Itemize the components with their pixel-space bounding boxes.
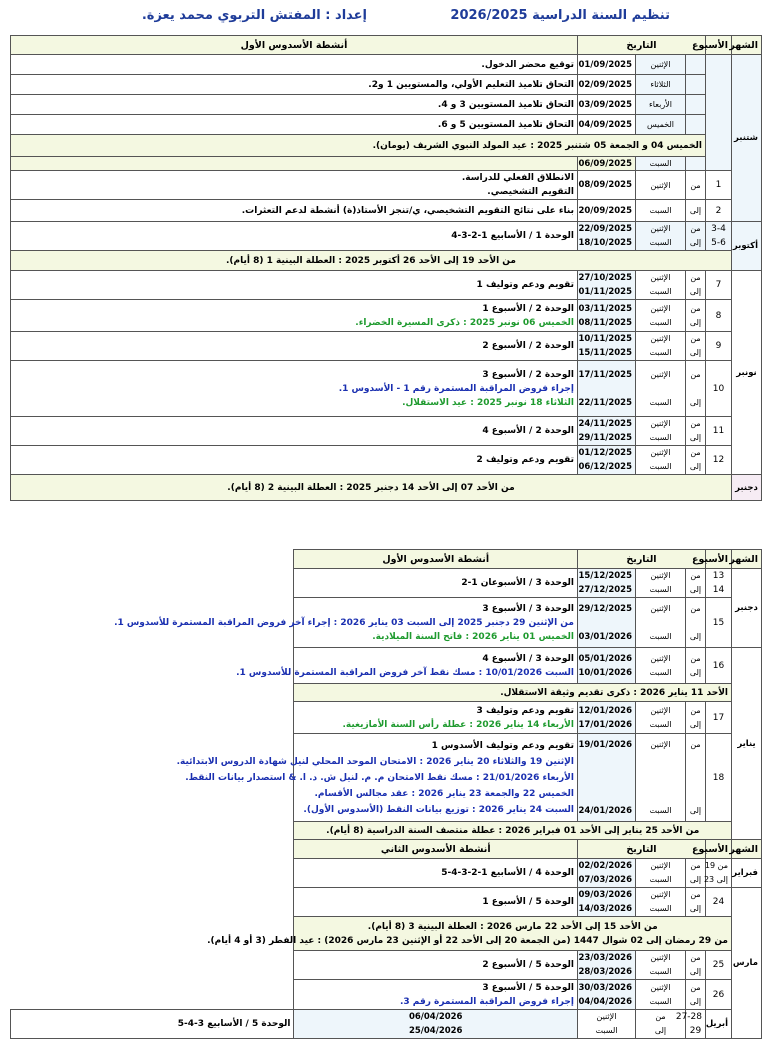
activity-cell: تقويم ودعم وتوليف 1 — [11, 271, 578, 300]
date-cell: 20/09/2025 — [577, 200, 635, 222]
table-row: يناير 16 من إلى الإثنين السبت 05/01/2026 10/01/2026 الوحدة 3 / الأسبوع 4 السبت 10/01/2026 : مسك نقط آخر فروض المراقبة المستمرة للأسدوس 1. — [11, 648, 762, 684]
table-row: 15 من إلى الإثنين السبت 29/12/2025 03/01/2026 الوحدة 3 / الأسبوع 3 من الإثنين 29 دجنبر 2025 إلى السبت 03 يناير 2026 : إجراء آخر فروض المراقبة المستمرة للأسدوس 1. الخميس 01 يناير 2026 : فاتح السنة الميلادية. — [11, 598, 762, 648]
date-cell: 05/01/2026 10/01/2026 — [577, 648, 635, 684]
week-number: 17 — [706, 702, 732, 734]
activity-cell: الوحدة 2 / الأسبوع 4 — [11, 417, 578, 446]
date-cell: 10/11/2025 15/11/2025 — [577, 332, 635, 361]
col-month: الشهر — [732, 840, 762, 859]
activity-cell: التحاق تلاميذ المستويين 5 و 6. — [11, 115, 578, 135]
table-row — [11, 475, 762, 501]
table-row: أبريل 27-28 29 من إلى الإثنين السبت 06/04/2026 25/04/2026 الوحدة 5 / الأسابيع 3-4-5 — [11, 1010, 762, 1039]
table-row — [11, 171, 762, 200]
to-label: إلى — [686, 200, 706, 222]
day-cell: الخميس — [636, 115, 686, 135]
week-number: من 19 إلى 23 — [706, 859, 732, 888]
col-month: الشهر — [732, 550, 762, 569]
date-cell: 06/04/2026 25/04/2026 — [294, 1010, 577, 1039]
table-row — [11, 684, 762, 702]
table-row: 10 من إلى الإثنين السبت 17/11/2025 22/11/2025 الوحدة 2 / الأسبوع 3 إجراء فروض المراقبة المستمرة رقم 1 - الأسدوس 1. الثلاثاء 18 نونبر 2025 : عيد الاستقلال. — [11, 361, 762, 417]
table-row: 9 من إلى الإثنين السبت 10/11/2025 15/11/2025 الوحدة 2 / الأسبوع 2 — [11, 332, 762, 361]
week-number: 11 — [706, 417, 732, 446]
holiday-note: الأحد 11 يناير 2026 : ذكرى تقديم وثيقة الاستقلال. — [294, 684, 732, 702]
date-cell: 01/09/2025 — [577, 55, 635, 75]
document-title: تنظيم السنة الدراسية 2026/2025 — [450, 8, 670, 23]
author-line: إعداد : المفتش التربوي محمد يعزة. — [141, 8, 367, 23]
date-cell: 08/09/2025 — [577, 171, 635, 200]
date-cell: 22/09/2025 18/10/2025 — [577, 222, 635, 251]
planning-table-semester1-part2 — [10, 549, 762, 1039]
day-cell: الثلاثاء — [636, 75, 686, 95]
day-cell: الأربعاء — [636, 95, 686, 115]
day-cell: السبت — [636, 157, 686, 171]
day-cell: الإثنين — [636, 171, 686, 200]
activity-cell: توقيع محضر الدخول. — [11, 55, 578, 75]
table-header-row — [11, 550, 762, 569]
week-number: 26 — [706, 980, 732, 1010]
day-cell: الإثنين — [636, 55, 686, 75]
table-row — [11, 157, 762, 171]
table-header-row — [11, 36, 762, 55]
table-row: 26 من إلى الإثنين السبت 30/03/2026 04/04/2026 الوحدة 5 / الأسبوع 3 إجراء فروض المراقبة المستمرة رقم 3. — [11, 980, 762, 1010]
holiday-note: الخميس 04 و الجمعة 05 شتنبر 2025 : عيد المولد النبوي الشريف (يومان). — [11, 135, 706, 157]
date-cell: 30/03/2026 04/04/2026 — [577, 980, 635, 1010]
activity-cell: الانطلاق الفعلي للدراسة. التقويم التشخيصي. — [11, 171, 578, 200]
table-row: مارس 24 من إلى الإثنين السبت 09/03/2026 14/03/2026 الوحدة 5 / الأسبوع 1 — [11, 888, 762, 917]
week-number: 7 — [706, 271, 732, 300]
month-cell: أكتوبر — [732, 222, 762, 271]
week-number: 10 — [706, 361, 732, 417]
date-cell: 19/01/2026 24/01/2026 — [577, 734, 635, 822]
col-month: الشهر — [732, 36, 762, 55]
date-cell: 09/03/2026 14/03/2026 — [577, 888, 635, 917]
table-row: أكتوبر 3-4 5-6 من إلى الإثنين السبت 22/09/2025 18/10/2025 الوحدة 1 / الأسابيع 1-2-3-4 — [11, 222, 762, 251]
col-date: التاريخ — [577, 36, 705, 55]
date-cell: 29/12/2025 03/01/2026 — [577, 598, 635, 648]
break-note: من الأحد 25 يناير إلى الأحد 01 فبراير 2026 : عطلة منتصف السنة الدراسية (8 أيام). — [294, 822, 732, 840]
table-row: نونبر 7 من إلى الإثنين السبت 27/10/2025 01/11/2025 تقويم ودعم وتوليف 1 — [11, 271, 762, 300]
week-number: 16 — [706, 648, 732, 684]
week-number: 27-28 29 — [686, 1010, 706, 1039]
break-note: من الأحد 19 إلى الأحد 26 أكتوبر 2025 : العطلة البينية 1 (8 أيام). — [11, 251, 732, 271]
activity-cell: الوحدة 2 / الأسبوع 2 — [11, 332, 578, 361]
week-cell — [706, 55, 732, 171]
activity-cell: الوحدة 3 / الأسبوعان 1-2 — [294, 569, 577, 598]
week-number: 2 — [706, 200, 732, 222]
table-row — [11, 822, 762, 840]
table-row — [11, 95, 762, 115]
activity-cell: الوحدة 2 / الأسبوع 1 الخميس 06 نونبر 2025 : ذكرى المسيرة الخضراء. — [11, 300, 578, 332]
activity-cell: الوحدة 5 / الأسبوع 2 — [294, 951, 577, 980]
week-number: 9 — [706, 332, 732, 361]
from-label: من — [686, 171, 706, 200]
table-row — [11, 917, 762, 951]
activity-cell: الوحدة 4 / الأسابيع 1-2-3-4-5 — [294, 859, 577, 888]
week-number: 8 — [706, 300, 732, 332]
activity-cell: الوحدة 5 / الأسبوع 3 إجراء فروض المراقبة المستمرة رقم 3. — [294, 980, 577, 1010]
planning-table-semester1 — [10, 35, 762, 501]
month-cell: دجنبر — [732, 475, 762, 501]
week-number: 1 — [706, 171, 732, 200]
activity-cell: الوحدة 3 / الأسبوع 3 من الإثنين 29 دجنبر 2025 إلى السبت 03 يناير 2026 : إجراء آخر فروض المراقبة المستمرة للأسدوس 1. الخميس 01 يناير 2026 : فاتح السنة الميلادية. — [294, 598, 577, 648]
activity-cell: الوحدة 2 / الأسبوع 3 إجراء فروض المراقبة المستمرة رقم 1 - الأسدوس 1. الثلاثاء 18 نونبر 2025 : عيد الاستقلال. — [11, 361, 578, 417]
date-cell: 17/11/2025 22/11/2025 — [577, 361, 635, 417]
date-cell: 01/12/2025 06/12/2025 — [577, 446, 635, 475]
table-row: 17 من إلى الإثنين السبت 12/01/2026 17/01/2026 تقويم ودعم وتوليف 3 الأربعاء 14 يناير 2026 : عطلة رأس السنة الأمازيغية. — [11, 702, 762, 734]
week-number: 12 — [706, 446, 732, 475]
col-activities: أنشطة الأسدوس الثاني — [294, 840, 577, 859]
activity-cell: الوحدة 3 / الأسبوع 4 السبت 10/01/2026 : مسك نقط آخر فروض المراقبة المستمرة للأسدوس 1. — [294, 648, 577, 684]
table-row — [11, 55, 762, 75]
date-cell: 02/09/2025 — [577, 75, 635, 95]
month-cell: مارس — [732, 888, 762, 1039]
month-cell: يناير — [732, 648, 762, 840]
table-row: 8 من إلى الإثنين السبت 03/11/2025 08/11/2025 الوحدة 2 / الأسبوع 1 الخميس 06 نونبر 2025 : ذكرى المسيرة الخضراء. — [11, 300, 762, 332]
activity-cell: تقويم ودعم وتوليف الأسدوس 1 الإثنين 19 والثلاثاء 20 يناير 2026 : الامتحان الموحد المحلي لنيل شهادة الدروس الابتدائية. الأربعاء 21/01/2026 : مسك نقط الامتحان م. م. لنيل ش. د. ا. & استصدار بيانات النقط. الخميس 22 والجمعة 23 يناير 2026 : عقد مجالس الأقسام. السبت 24 يناير 2026 : توزيع بيانات النقط (الأسدوس الأول). — [294, 734, 577, 822]
date-cell: 27/10/2025 01/11/2025 — [577, 271, 635, 300]
date-cell: 04/09/2025 — [577, 115, 635, 135]
month-cell: نونبر — [732, 271, 762, 475]
table-row — [11, 200, 762, 222]
col-week: الأسبوع — [706, 36, 732, 55]
activity-cell: التحاق تلاميذ المستويين 3 و 4. — [11, 95, 578, 115]
date-cell: 15/12/2025 27/12/2025 — [577, 569, 635, 598]
month-cell: دجنبر — [732, 569, 762, 648]
date-cell: 06/09/2025 — [577, 157, 635, 171]
month-cell: أبريل — [706, 1010, 732, 1039]
week-number: 3-4 5-6 — [706, 222, 732, 251]
week-number: 25 — [706, 951, 732, 980]
activity-cell: الوحدة 5 / الأسبوع 1 — [294, 888, 577, 917]
page-header — [10, 6, 762, 28]
activity-cell: تقويم ودعم وتوليف 2 — [11, 446, 578, 475]
table-row — [11, 251, 762, 271]
col-activities: أنشطة الأسدوس الأول — [294, 550, 577, 569]
date-cell: 12/01/2026 17/01/2026 — [577, 702, 635, 734]
activity-cell: بناء على نتائج التقويم التشخيصي، ي/تنجز الأستاذ(ة) أنشطة لدعم التعثرات. — [11, 200, 578, 222]
week-number: 13 14 — [706, 569, 732, 598]
month-cell: شتنبر — [732, 55, 762, 222]
date-cell: 03/11/2025 08/11/2025 — [577, 300, 635, 332]
col-date: التاريخ — [577, 550, 705, 569]
date-cell: 02/02/2026 07/03/2026 — [577, 859, 635, 888]
date-cell: 03/09/2025 — [577, 95, 635, 115]
week-number: 15 — [706, 598, 732, 648]
col-date: التاريخ — [577, 840, 705, 859]
break-note: من الأحد 15 إلى الأحد 22 مارس 2026 : العطلة البينية 3 (8 أيام). من 29 رمضان إلى 02 شوال 1447 (من الجمعة 20 إلى الأحد 22 أو الإثنين 23 مارس 2026) : عيد الفطر (3 أو 4 أيام). — [294, 917, 732, 951]
date-cell: 23/03/2026 28/03/2026 — [577, 951, 635, 980]
table-row — [11, 115, 762, 135]
date-cell: 24/11/2025 29/11/2025 — [577, 417, 635, 446]
col-week: الأسبوع — [706, 840, 732, 859]
table-row — [11, 75, 762, 95]
table-row: دجنبر 13 14 من إلى الإثنين السبت 15/12/2025 27/12/2025 الوحدة 3 / الأسبوعان 1-2 — [11, 569, 762, 598]
activity-cell: الوحدة 1 / الأسابيع 1-2-3-4 — [11, 222, 578, 251]
activity-cell: الوحدة 5 / الأسابيع 3-4-5 — [11, 1010, 294, 1039]
table-row: فبراير من 19 إلى 23 من إلى الإثنين السبت 02/02/2026 07/03/2026 الوحدة 4 / الأسابيع 1-2-3-4-5 — [11, 859, 762, 888]
col-activities: أنشطة الأسدوس الأول — [11, 36, 578, 55]
table-header-row — [11, 840, 762, 859]
week-number: 24 — [706, 888, 732, 917]
activity-cell: تقويم ودعم وتوليف 3 الأربعاء 14 يناير 2026 : عطلة رأس السنة الأمازيغية. — [294, 702, 577, 734]
table-row: 12 من إلى الإثنين السبت 01/12/2025 06/12/2025 تقويم ودعم وتوليف 2 — [11, 446, 762, 475]
col-week: الأسبوع — [706, 550, 732, 569]
day-cell: السبت — [636, 200, 686, 222]
table-row — [11, 135, 762, 157]
table-row: 18 من إلى الإثنين السبت 19/01/2026 24/01/2026 تقويم ودعم وتوليف الأسدوس 1 الإثنين 19 والثلاثاء 20 يناير 2026 : الامتحان الموحد المحلي لنيل شهادة الدروس الابتدائية. الأربعاء 21/01/2026 : مسك نقط الامتحان م. م. لنيل ش. د. ا. & استصدار بيانات النقط. الخميس 22 والجمعة 23 يناير 2026 : عقد مجالس الأقسام. السبت 24 يناير 2026 : توزيع بيانات النقط (الأسدوس الأول). — [11, 734, 762, 822]
activity-cell: التحاق تلاميذ التعليم الأولي، والمستويين 1 و2. — [11, 75, 578, 95]
table-row: 11 من إلى الإثنين السبت 24/11/2025 29/11/2025 الوحدة 2 / الأسبوع 4 — [11, 417, 762, 446]
month-cell: فبراير — [732, 859, 762, 888]
break-note: من الأحد 07 إلى الأحد 14 دجنبر 2025 : العطلة البينية 2 (8 أيام). — [11, 475, 732, 501]
week-number: 18 — [706, 734, 732, 822]
table-row: 25 من إلى الإثنين السبت 23/03/2026 28/03/2026 الوحدة 5 / الأسبوع 2 — [11, 951, 762, 980]
